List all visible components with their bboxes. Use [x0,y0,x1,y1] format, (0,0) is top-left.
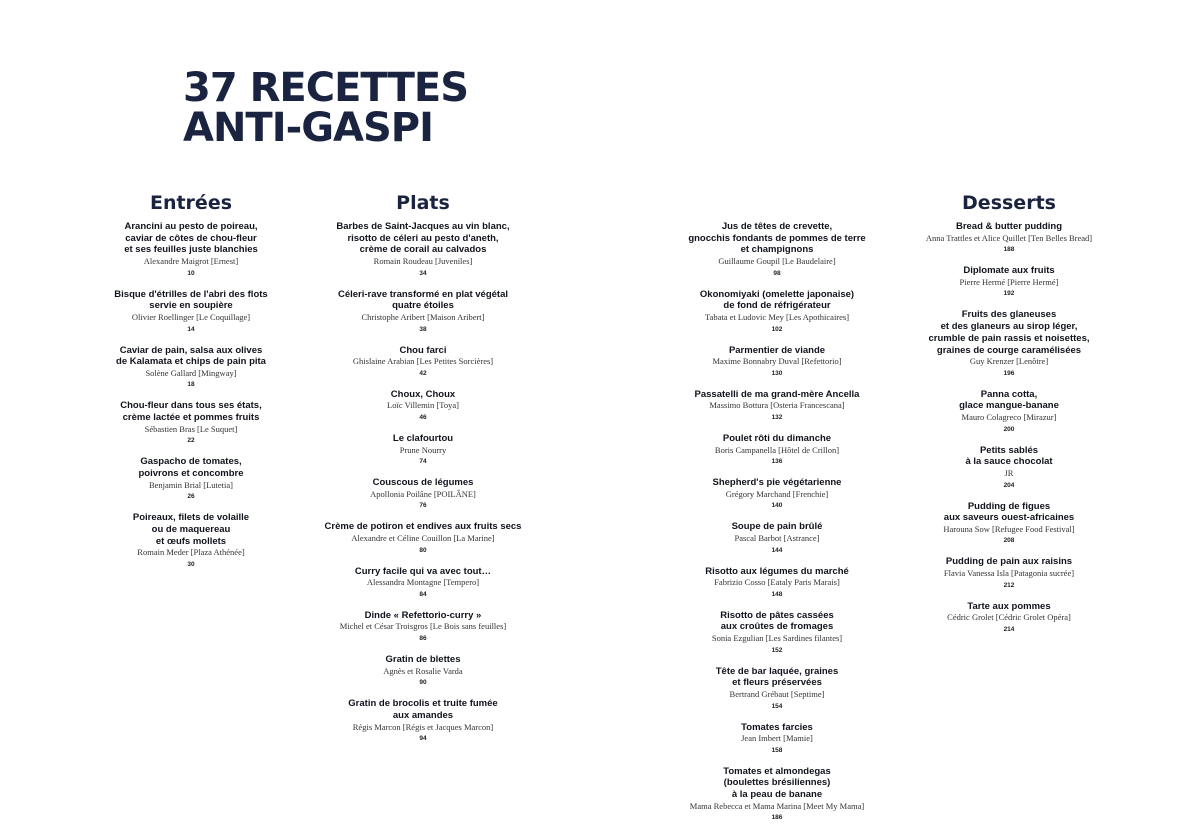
section-heading: Desserts [962,192,1056,214]
recipe-author: Régis Marcon [Régis et Jacques Marcon] [352,721,494,732]
column-plats [318,192,528,754]
recipe-author: Prune Nourry [399,444,447,455]
recipe-entry [96,512,286,571]
recipe-page-number: 148 [771,590,783,598]
recipe-title: Pudding de pain aux raisins [945,556,1073,568]
recipe-entry [318,345,528,380]
column-plats-continued [672,192,882,833]
recipe-page-number: 26 [187,493,195,501]
recipe-title: Couscous de légumes [372,477,474,489]
recipe-title: Gratin de blettes [385,653,461,665]
recipe-title: Parmentier de viande [728,344,826,356]
recipe-page-number: 30 [187,560,195,568]
recipe-author: Alexandre Maigrot [Ernest] [143,256,239,267]
recipe-author: Romain Roudeau [Juveniles] [373,256,473,267]
recipe-entry [318,433,528,468]
recipe-page-number: 38 [419,325,427,333]
recipe-entry [96,400,286,447]
recipe-title: Gaspacho de tomates, poivrons et concombre [138,456,244,480]
recipe-title: Shepherd's pie végétarienne [712,477,842,489]
recipe-author: Pierre Hermé [Pierre Hermé] [959,276,1059,287]
column-entrees [96,192,286,580]
page-title [183,65,469,151]
recipe-author: Christophe Aribert [Maison Aribert] [361,312,485,323]
recipe-author: Mama Rebecca et Mama Marina [Meet My Mama] [689,800,865,811]
recipe-title: Petits sablés à la sauce chocolat [965,444,1053,468]
recipe-page-number: 212 [1003,581,1015,589]
recipe-entry [318,289,528,336]
recipe-author: Tabata et Ludovic Mey [Les Apothicaires] [704,312,850,323]
recipe-page-number: 130 [771,369,783,377]
recipe-author: Alessandra Montagne [Tempero] [366,577,480,588]
recipe-page-number: 14 [187,325,195,333]
recipe-entry [914,501,1104,548]
recipe-page-number: 214 [1003,625,1015,633]
recipe-page-number: 196 [1003,369,1015,377]
recipe-title: Passatelli de ma grand-mère Ancella [694,388,860,400]
recipe-entry [914,309,1104,379]
recipe-title: Bread & butter pudding [955,221,1063,232]
recipe-title: Jus de têtes de crevette, gnocchis fondants de pommes de terre et champignons [688,221,866,256]
recipe-title: Fruits des glaneuses et des glaneurs au sirop léger, crumble de pain rassis et noisettes, graines de courge caramélisées [928,309,1090,356]
recipe-entry [672,666,882,713]
recipe-page-number: 158 [771,746,783,754]
recipe-page-number: 140 [771,502,783,510]
recipe-title: Diplomate aux fruits [963,265,1055,277]
recipe-page-number: 154 [771,702,783,710]
recipe-title: Chou-fleur dans tous ses états, crème lactée et pommes fruits [120,400,262,424]
recipe-entry [914,601,1104,636]
recipe-author: Boris Campanella [Hôtel de Crillon] [714,444,840,455]
section-heading: Plats [396,192,450,214]
recipe-author: Alexandre et Céline Couillon [La Marine] [351,533,495,544]
recipe-title: Le clafourtou [392,432,454,444]
recipe-title: Okonomiyaki (omelette japonaise) de fond de réfrigérateur [699,288,855,312]
recipe-entry [672,433,882,468]
recipe-entry [672,289,882,336]
recipe-author: JR [1004,468,1014,479]
column-desserts [914,192,1104,645]
recipe-entry [672,477,882,512]
title-line-2: ANTI-GASPI [183,105,433,151]
recipe-author: Agnès et Rosalie Varda [383,665,463,676]
recipe-page-number: 10 [187,269,195,277]
recipe-title: Gratin de brocolis et truite fumée aux amandes [348,698,498,721]
recipe-author: Mauro Colagreco [Mirazur] [961,412,1057,423]
recipe-author: Apollonia Poilâne [POILÂNE] [370,488,476,499]
recipe-title: Bisque d'étrilles de l'abri des flots servie en soupière [114,288,268,312]
recipe-page-number: 152 [771,646,783,654]
recipe-entry [318,698,528,745]
recipe-page-number: 94 [419,735,427,743]
recipe-title: Poireaux, filets de volaille ou de maquereau et œufs mollets [132,512,250,547]
recipe-page-number: 144 [771,546,783,554]
section-heading: Entrées [149,192,233,214]
recipe-page-number: 136 [771,458,783,466]
recipe-title: Tomates et almondegas (boulettes brésiliennes) à la peau de banane [723,765,831,801]
recipe-page-number: 18 [187,381,195,389]
recipe-title: Soupe de pain brûlé [731,521,823,533]
recipe-title: Choux, Choux [390,388,456,400]
recipe-entry [914,445,1104,492]
recipe-title: Pudding de figues aux saveurs ouest-africaines [943,500,1075,524]
title-line-1: 37 RECETTES [183,65,469,111]
recipe-entry [318,566,528,601]
recipe-title: Dinde « Refettorio-curry » [364,609,482,621]
recipe-author: Pascal Barbot [Astrance] [734,533,820,544]
recipe-entry [672,566,882,601]
recipe-entry [318,221,528,280]
recipe-author: Romain Meder [Plaza Athénée] [137,547,245,558]
recipe-entry [914,556,1104,591]
recipe-page-number: 102 [771,325,783,333]
recipe-page-number: 22 [187,437,195,445]
recipe-entry [914,389,1104,436]
recipe-page-number: 34 [419,269,427,277]
recipe-page-number: 86 [419,634,427,642]
recipe-page-number: 188 [1003,246,1015,254]
recipe-entry [672,722,882,757]
recipe-page-number: 186 [771,814,783,822]
recipe-author: Guillaume Goupil [Le Baudelaire] [718,256,836,267]
recipe-entry [672,521,882,556]
recipe-page-number: 192 [1003,290,1015,298]
recipe-title: Tomates farcies [741,721,813,733]
recipe-title: Barbes de Saint-Jacques au vin blanc, risotto de céleri au pesto d'aneth, crème de corail au calvados [336,221,510,256]
recipe-title: Panna cotta, glace mangue-banane [959,388,1059,412]
recipe-entry [96,221,286,280]
recipe-author: Guy Krenzer [Lenôtre] [969,356,1049,367]
recipe-entry [96,289,286,336]
recipe-title: Chou farci [399,344,447,356]
recipe-entry [318,610,528,645]
recipe-title: Crème de potiron et endives aux fruits secs [324,521,522,533]
recipe-entry [672,766,882,825]
recipe-author: Maxime Bonnabry Duval [Refettorio] [712,356,842,367]
recipe-author: Grégory Marchand [Frenchie] [725,488,829,499]
recipe-author: Ghislaine Arabian [Les Petites Sorcières] [352,356,494,367]
recipe-author: Cédric Grolet [Cédric Grolet Opéra] [947,612,1071,623]
recipe-entry [914,265,1104,300]
recipe-author: Sonia Ezgulian [Les Sardines filantes] [711,633,843,644]
recipe-author: Massimo Bottura [Osteria Francescana] [709,400,845,411]
recipe-entry [672,389,882,424]
recipe-title: Tête de bar laquée, graines et fleurs préservées [715,665,839,689]
recipe-page-number: 90 [419,679,427,687]
recipe-entry [318,477,528,512]
recipe-entry [672,610,882,657]
recipe-title: Caviar de pain, salsa aux olives de Kalamata et chips de pain pita [116,344,266,368]
recipe-title: Risotto de pâtes cassées aux croûtes de fromages [720,609,834,633]
recipe-page-number: 204 [1003,481,1015,489]
recipe-title: Tarte aux pommes [967,600,1051,612]
recipe-author: Anna Trattles et Alice Quillet [Ten Belles Bread] [925,232,1093,243]
recipe-author: Sébastien Bras [Le Suquet] [144,423,238,434]
recipe-entry [96,456,286,503]
recipe-entry [318,654,528,689]
recipe-title: Risotto aux légumes du marché [705,565,849,577]
recipe-title: Arancini au pesto de poireau, caviar de côtes de chou-fleur et ses feuilles juste blanchies [124,221,258,256]
recipe-author: Michel et César Troisgros [Le Bois sans feuilles] [339,621,507,632]
recipe-author: Loïc Villemin [Toya] [387,400,459,411]
recipe-author: Bertrand Grébaut [Septime] [729,689,825,700]
recipe-page-number: 98 [773,269,781,277]
recipe-title: Poulet rôti du dimanche [722,432,832,444]
recipe-author: Jean Imbert [Mamie] [741,733,813,744]
recipe-page-number: 74 [419,458,427,466]
recipe-author: Solène Gallard [Mingway] [145,367,237,378]
recipe-author: Flavia Vanessa Isla [Patagonia sucrée] [943,568,1075,579]
recipe-author: Olivier Roellinger [Le Coquillage] [131,312,251,323]
recipe-entry [96,345,286,392]
recipe-entry [318,389,528,424]
recipe-author: Benjamin Brial [Lutetia] [148,479,234,490]
recipe-page-number: 84 [419,590,427,598]
recipe-page-number: 42 [419,369,427,377]
recipe-page-number: 132 [771,413,783,421]
recipe-page-number: 200 [1003,425,1015,433]
recipe-page-number: 76 [419,502,427,510]
recipe-page-number: 46 [419,413,427,421]
recipe-title: Curry facile qui va avec tout… [354,565,492,577]
recipe-entry [672,345,882,380]
recipe-author: Harouna Sow [Refugee Food Festival] [943,523,1075,534]
recipe-entry [914,221,1104,256]
recipe-page-number: 208 [1003,537,1015,545]
recipe-page-number: 80 [419,546,427,554]
recipe-entry [672,221,882,280]
recipe-entry [318,521,528,556]
recipe-title: Céleri-rave transformé en plat végétal quatre étoiles [337,288,508,312]
recipe-author: Fabrizio Cosso [Eataly Paris Marais] [714,577,840,588]
